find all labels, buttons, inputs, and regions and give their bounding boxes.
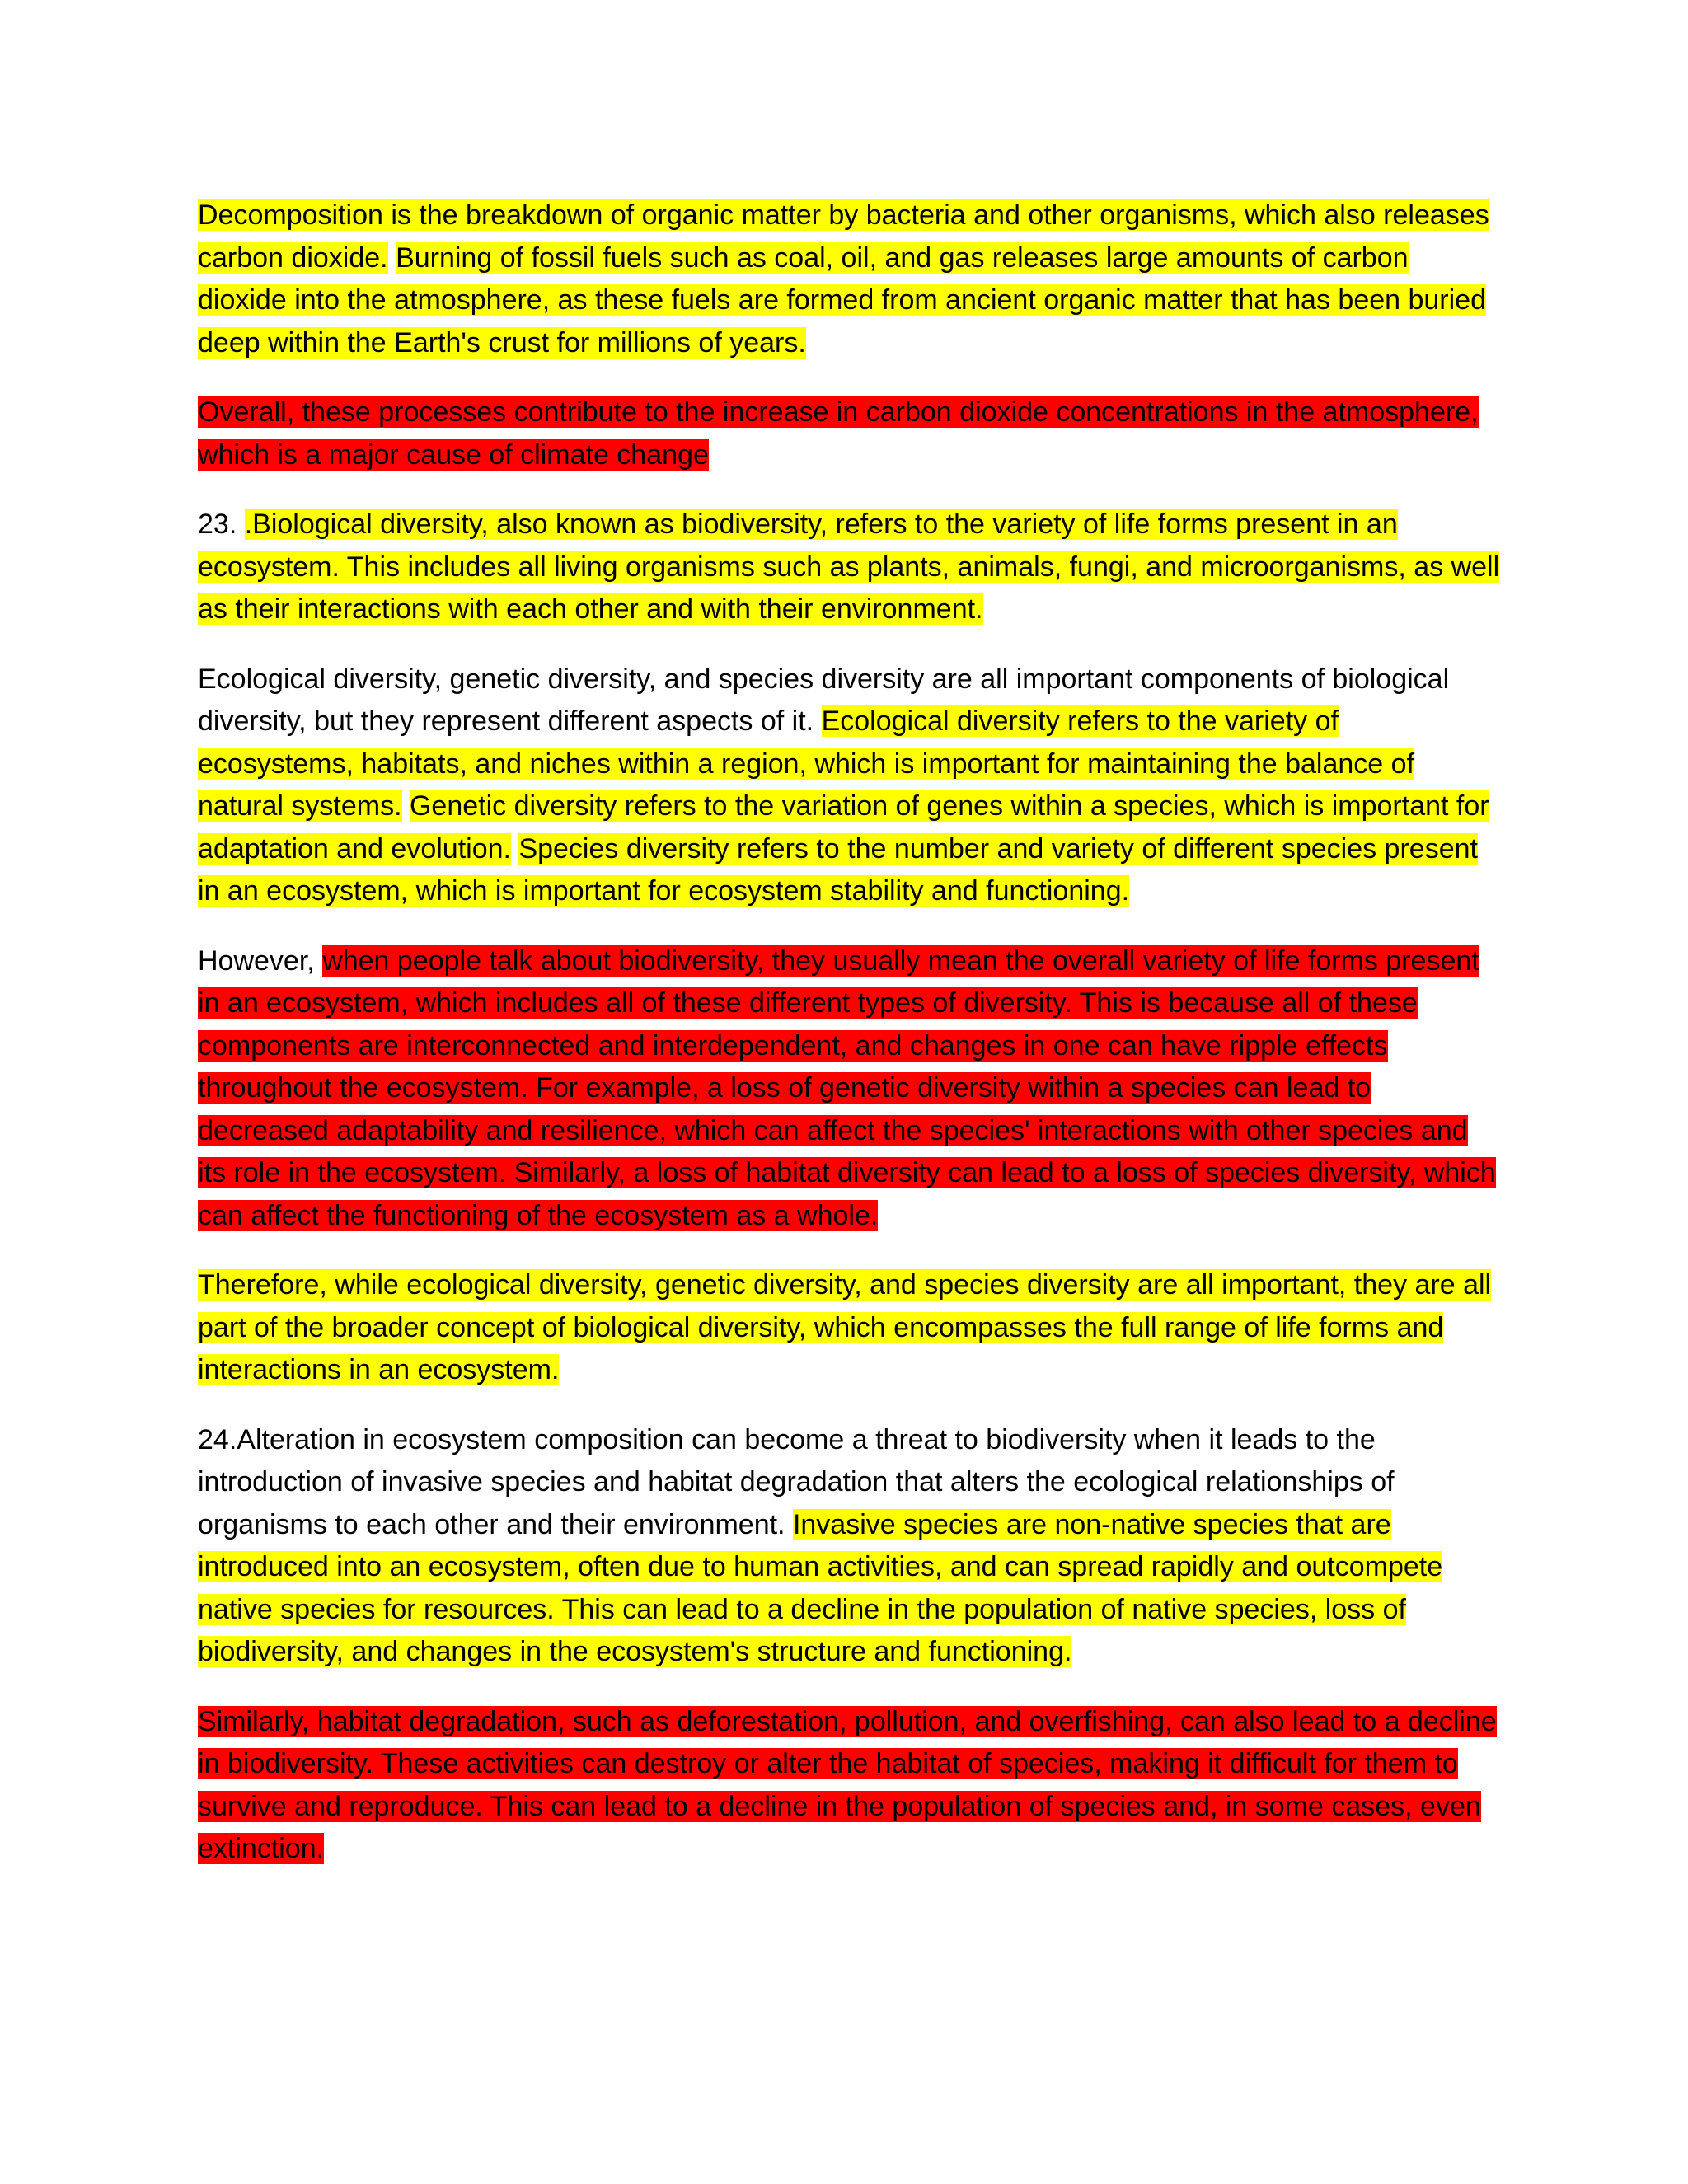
text-run: Ecological diversity, genetic diversity, and species diversity are all important components of biological diversity, but they represent different aspects of it. xyxy=(198,663,1450,737)
text-run xyxy=(402,790,410,822)
highlighted-text: Similarly, habitat degradation, such as deforestation, pollution, and overfishing, can also lead to a decline in biodiversity. These activities can destroy or alter the habitat of species, making it difficult for them to survive and reproduce. This can lead to a decline in the population of species and, in some cases, even extinction. xyxy=(198,1705,1497,1864)
paragraph-however xyxy=(198,940,1500,1238)
highlighted-text: Therefore, while ecological diversity, genetic diversity, and species diversity are all important, they are all part of the broader concept of biological diversity, which encompasses the full range of life forms and interactions in an ecosystem. xyxy=(198,1269,1492,1385)
paragraph-overall xyxy=(198,391,1500,476)
paragraph-23 xyxy=(198,504,1500,631)
paragraph-ecological-diversity xyxy=(198,658,1500,913)
highlighted-text: Genetic diversity refers to the variation of genes within a species, which is important for adaptation and evolution. xyxy=(198,790,1489,865)
highlighted-text: .Biological diversity, also known as biodiversity, refers to the variety of life forms present in an ecosystem. This includes all living organisms such as plants, animals, fungi, and microorganisms, as well as their interactions with each other and with their environment. xyxy=(198,509,1500,625)
highlighted-text: Species diversity refers to the number and variety of different species present in an ecosystem, which is important for ecosystem stability and functioning. xyxy=(198,832,1478,907)
highlighted-text: Burning of fossil fuels such as coal, oil, and gas releases large amounts of carbon dioxide into the atmosphere, as these fuels are formed from ancient organic matter that has been buried deep within the Earth's crust for millions of years. xyxy=(198,241,1487,359)
text-run: 24.Alteration in ecosystem composition can become a threat to biodiversity when it leads to the introduction of invasive species and habitat degradation that alters the ecological relationships of organisms to each other and their environment. xyxy=(198,1423,1395,1540)
highlighted-text: Ecological diversity refers to the variety of ecosystems, habitats, and niches within a region, which is important for maintaining the balance of natural systems. xyxy=(198,705,1415,822)
highlighted-text: Invasive species are non-native species that are introduced into an ecosystem, often due to human activities, and can spread rapidly and outcompete native species for resources. This can lead to a decline in the population of native species, loss of biodiversity, and changes in the ecosystem's structure and functioning. xyxy=(198,1508,1443,1667)
document-page xyxy=(198,194,1500,1898)
paragraph-habitat-degradation xyxy=(198,1701,1500,1871)
highlighted-text: Decomposition is the breakdown of organic matter by bacteria and other organisms, which also releases carbon dioxide. xyxy=(198,199,1489,274)
question-number: 23. xyxy=(198,509,245,540)
paragraph-decomposition xyxy=(198,194,1500,364)
paragraph-24 xyxy=(198,1419,1500,1674)
paragraph-therefore xyxy=(198,1264,1500,1392)
highlighted-text: Overall, these processes contribute to the increase in carbon dioxide concentrations in the atmosphere, which is a major cause of climate change xyxy=(198,396,1479,471)
highlighted-text: when people talk about biodiversity, they usually mean the overall variety of life forms present in an ecosystem, which includes all of these different types of diversity. This is because all of these components are interconnected and interdependent, and changes in one can have ripple effects throughout the ecosystem. For example, a loss of genetic diversity within a species can lead to decreased adaptability and resilience, which can affect the species' interactions with other species and its role in the ecosystem. Similarly, a loss of habitat diversity can lead to a loss of species diversity, which can affect the functioning of the ecosystem as a whole. xyxy=(198,944,1496,1231)
text-run: However, xyxy=(198,944,323,977)
text-run xyxy=(388,242,396,274)
